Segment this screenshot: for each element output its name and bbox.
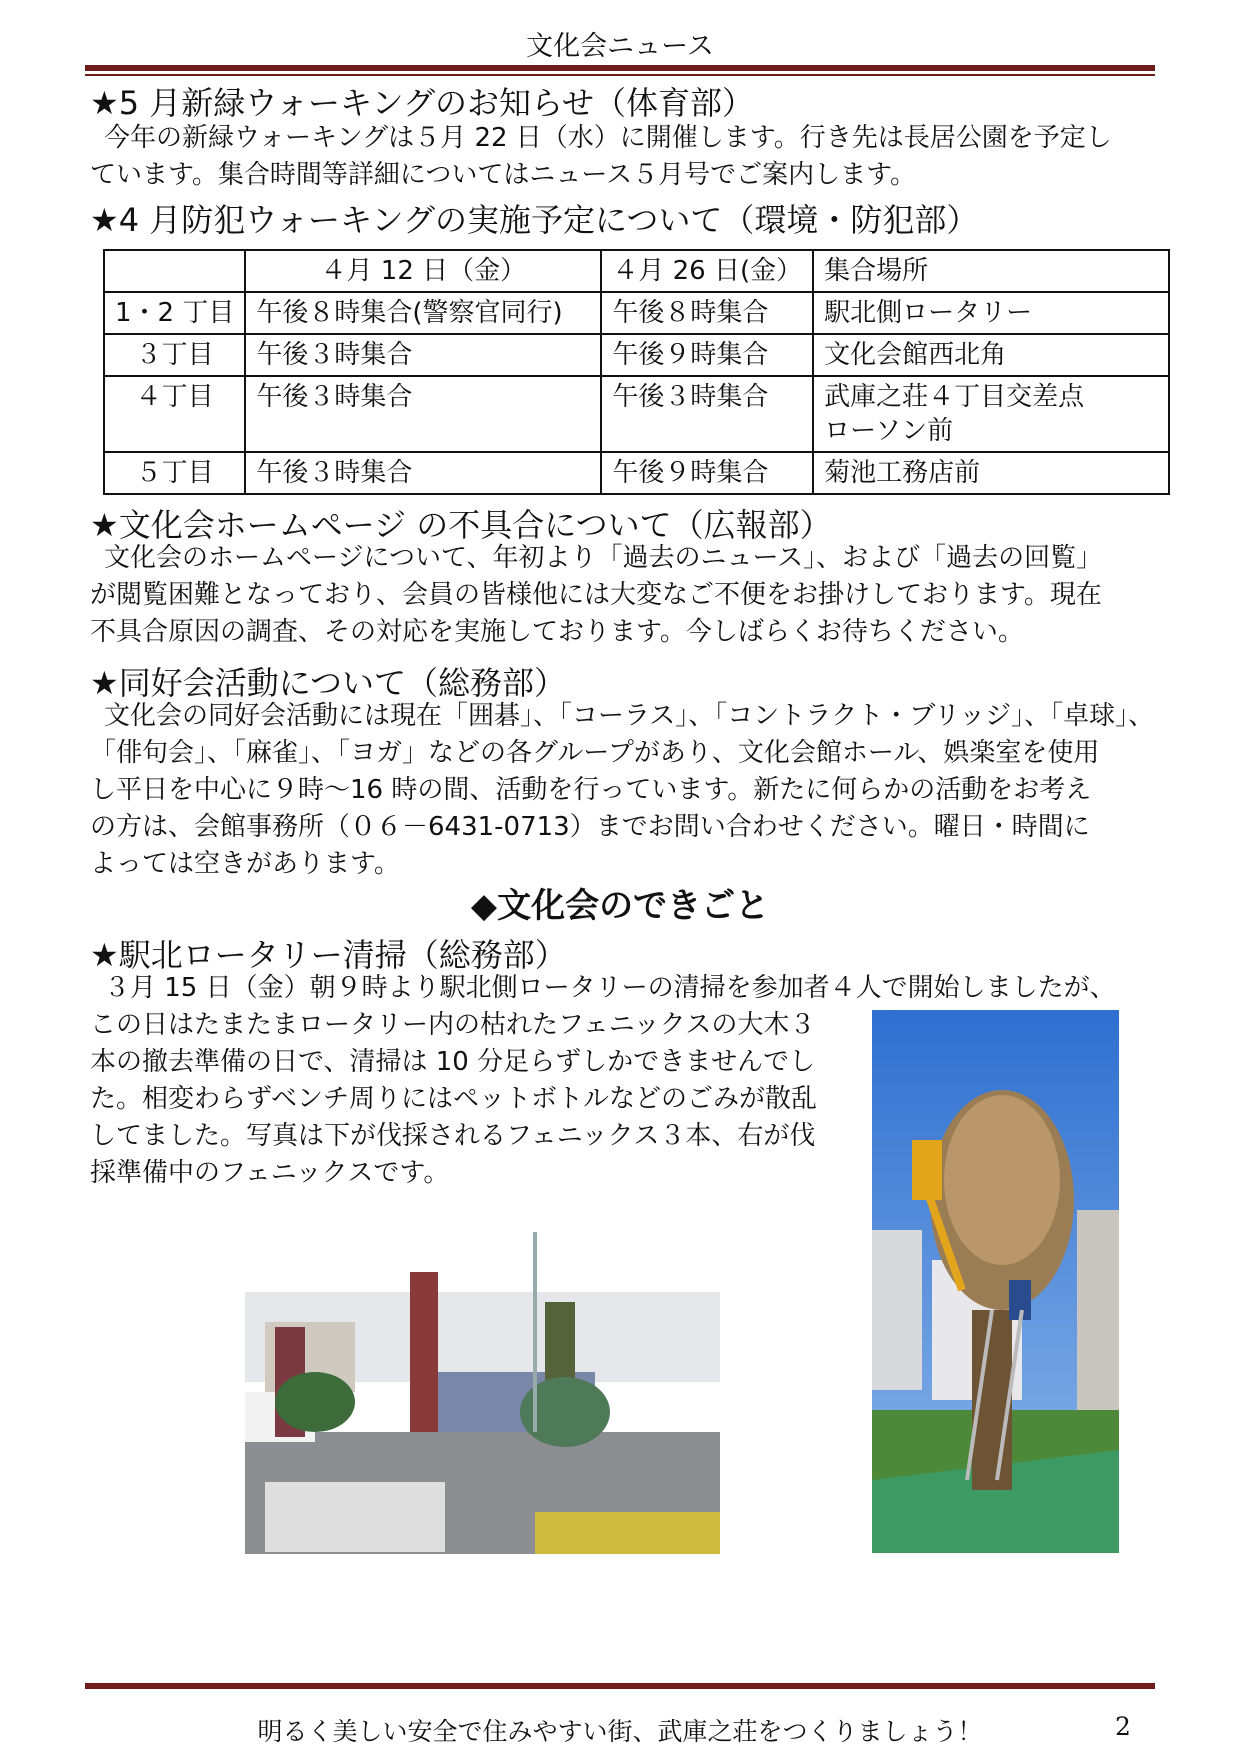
table-cell-line: 菊池工務店前 <box>824 458 981 488</box>
rotary-line: この日はたまたまロータリー内の枯れたフェニックスの大木３ <box>90 1010 816 1040</box>
homepage-heading: ★文化会ホームページ の不具合について（広報部） <box>90 506 832 544</box>
table-cell: ５丁目 <box>104 452 245 494</box>
photo-station-rotary <box>245 1232 720 1554</box>
table-row <box>104 292 1169 334</box>
table-cell: 午後９時集合 <box>601 334 813 376</box>
photo-palm-trimming-graphic <box>872 1010 1119 1553</box>
footer-rule-thick <box>85 1683 1155 1689</box>
clubs-heading: ★同好会活動について（総務部） <box>90 664 567 702</box>
table-cell-line: ローソン前 <box>824 416 954 446</box>
table-cell-line: 文化会館西北角 <box>824 340 1007 370</box>
clubs-line: 文化会の同好会活動には現在「囲碁」、「コーラス」、「コントラクト・ブリッジ」、「卓球」、 <box>104 701 1155 731</box>
homepage-line: が閲覧困難となっており、会員の皆様他には大変なご不便をお掛けしております。現在 <box>90 580 1102 610</box>
crime-patrol-heading: ★4 月防犯ウォーキングの実施予定について（環境・防犯部） <box>90 201 979 239</box>
rotary-line: してました。写真は下が伐採されるフェニックス３本、右が伐 <box>90 1121 816 1151</box>
photo-station-rotary-graphic <box>245 1232 720 1554</box>
table-row <box>104 376 1169 452</box>
rotary-heading: ★駅北ロータリー清掃（総務部） <box>90 936 567 974</box>
header-rule-thin <box>85 74 1155 76</box>
events-section-title: ◆文化会のできごと <box>470 886 770 926</box>
table-row <box>104 334 1169 376</box>
may-walking-heading: ★5 月新緑ウォーキングのお知らせ（体育部） <box>90 84 755 122</box>
may-walking-body <box>90 120 1160 194</box>
table-cell <box>813 376 1169 452</box>
rotary-line: 本の撤去準備の日で、清掃は 10 分足らずしかできませんでし <box>90 1047 816 1077</box>
table-cell: 午後３時集合 <box>245 376 601 452</box>
table-cell <box>813 292 1169 334</box>
table-cell: 午後８時集合 <box>601 292 813 334</box>
table-cell: 1・2 丁目 <box>104 292 245 334</box>
table-cell: 午後９時集合 <box>601 452 813 494</box>
table-cell: 午後３時集合 <box>245 452 601 494</box>
rotary-line: た。相変わらずベンチ周りにはペットボトルなどのごみが散乱 <box>90 1084 817 1114</box>
page-number: 2 <box>1115 1712 1131 1741</box>
table-cell: ３丁目 <box>104 334 245 376</box>
table-cell-line: 武庫之荘４丁目交差点 <box>824 382 1085 412</box>
patrol-schedule-table <box>103 249 1170 495</box>
header-title: 文化会ニュース <box>526 31 714 62</box>
homepage-body <box>90 540 1160 651</box>
table-cell: ４丁目 <box>104 376 245 452</box>
may-walking-line: 今年の新緑ウォーキングは５月 22 日（水）に開催します。行き先は長居公園を予定し <box>104 123 1112 153</box>
table-header-cell <box>104 250 245 292</box>
table-cell: 午後８時集合(警察官同行) <box>245 292 601 334</box>
clubs-body <box>90 698 1160 883</box>
rotary-line: 採準備中のフェニックスです。 <box>90 1158 450 1188</box>
footer-slogan: 明るく美しい安全で住みやすい街、武庫之荘をつくりましょう！ <box>257 1717 983 1746</box>
table-row <box>104 452 1169 494</box>
rotary-line: ３月 15 日（金）朝９時より駅北側ロータリーの清掃を参加者４人で開始しましたが、 <box>104 973 1116 1003</box>
table-cell <box>813 452 1169 494</box>
header-rule-thick <box>85 65 1155 71</box>
table-cell-line: 駅北側ロータリー <box>824 298 1033 328</box>
clubs-line: の方は、会館事務所（０６－6431-0713）までお問い合わせください。曜日・時間に <box>90 812 1090 842</box>
table-cell <box>813 334 1169 376</box>
photo-palm-trimming <box>872 1010 1119 1553</box>
table-header-row <box>104 250 1169 292</box>
homepage-line: 不具合原因の調査、その対応を実施しております。今しばらくお待ちください。 <box>90 617 1024 647</box>
may-walking-line: ています。集合時間等詳細についてはニュース５月号でご案内します。 <box>90 160 917 190</box>
clubs-line: よっては空きがあります。 <box>90 849 400 879</box>
clubs-line: し平日を中心に９時～16 時の間、活動を行っています。新たに何らかの活動をお考え <box>90 775 1092 805</box>
table-header-cell: ４月 12 日（金） <box>245 250 601 292</box>
table-cell: 午後３時集合 <box>601 376 813 452</box>
table-header-cell: 集合場所 <box>813 250 1169 292</box>
clubs-line: 「俳句会」、「麻雀」、「ヨガ」などの各グループがあり、文化会館ホール、娯楽室を使用 <box>90 738 1100 768</box>
table-cell: 午後３時集合 <box>245 334 601 376</box>
table-header-cell: ４月 26 日(金） <box>601 250 813 292</box>
homepage-line: 文化会のホームページについて、年初より「過去のニュース」、および「過去の回覧」 <box>104 543 1103 573</box>
